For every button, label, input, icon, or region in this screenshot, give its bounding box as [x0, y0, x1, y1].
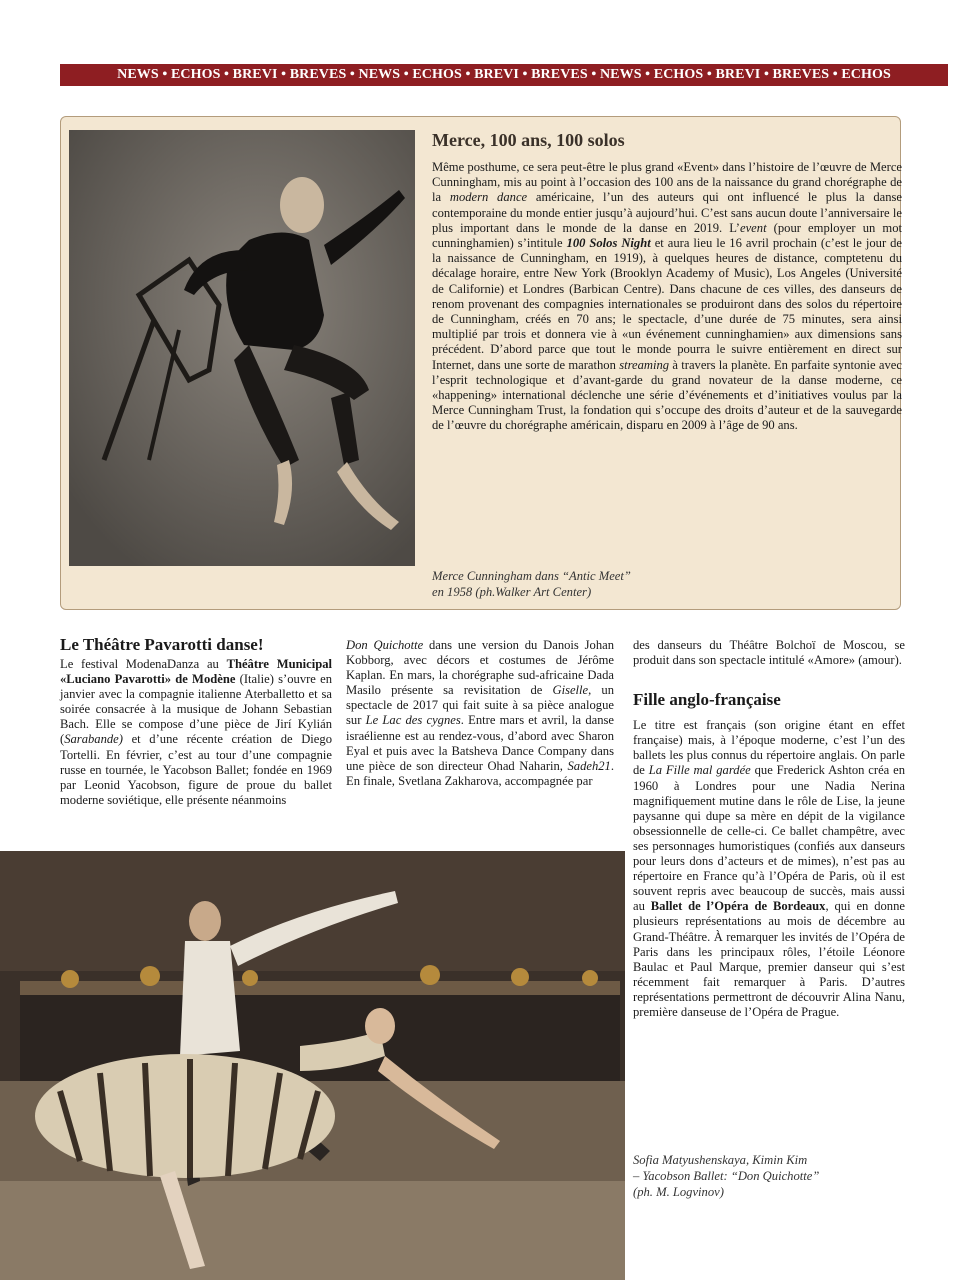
article-text: et d’une récente création de Diego Tortelli. En février, c’est au tour d’une compagnie russe en tournée, le Yacobson Ballet; fondée en 1969 par Leonid Yacobson, figure de proue du ballet moderne soviétique, elle présente néanmoins: [60, 732, 332, 807]
article-text: , un spectacle de 2017 qui fait suite à sa pièce analogue sur: [346, 683, 614, 728]
feature-emphasis: event: [740, 220, 767, 235]
article-text: dans une version du Danois Johan Kobborg, avec décors et costumes de Jérôme Kaplan. En mars, la chorégraphe sud-africaine Dada Masilo présente sa revisitation de: [346, 638, 615, 698]
article-strong: Ballet de l’Opéra de Bordeaux: [650, 899, 826, 914]
ballet-scene-icon: [0, 851, 625, 1280]
caption-line: – Yacobson Ballet: “Don Quichotte”: [633, 1169, 820, 1183]
feature-body: [432, 160, 902, 434]
article-text: . En finale, Svetlana Zakharova, accompagnée par: [346, 758, 614, 788]
feature-title: Merce, 100 ans, 100 solos: [432, 130, 625, 150]
fille-paragraph: [633, 718, 905, 1020]
article-emphasis: Sadeh21: [567, 758, 611, 773]
pavarotti-paragraph: [60, 657, 332, 808]
feature-paragraph: [432, 160, 902, 434]
feature-emphasis: modern dance: [449, 190, 528, 205]
article-emphasis: Sarabande): [64, 732, 123, 747]
event-name: 100 Solos Night: [566, 236, 651, 251]
column-1: [60, 635, 332, 808]
caption-line: Sofia Matyushenskaya, Kimin Kim: [633, 1153, 808, 1167]
article-text: . Entre mars et avril, la danse israélienne est au rendez-vous, d’abord avec Sharon Eyal et puis avec la Batsheva Dance Company dans une pièce de son directeur Ohad Naharin,: [346, 713, 615, 773]
feature-emphasis: streaming: [619, 357, 670, 372]
pavarotti-paragraph-end: des danseurs du Théâtre Bolchoï de Moscou, se produit dans son spectacle intitulé «Amore» (amour).: [633, 638, 905, 668]
feature-text: et aura lieu le 16 avril prochain (c’est le jour de la naissance de Cunningham, en 1919), à quelques heures de distance, comptetenu du décalage horaire, entre New York (Brooklyn Academy of Music), Los Angeles (Université de Californie) et Londres (Barbican Centre). Dans chacune de ces villes, des danseurs de renom provenant des compagnies internationales se produiront dans des solos du répertoire de Cunningham, créés en 70 ans; le spectacle, d’une durée de 75 minutes, sera ainsi multiplié par trois et donnera vie à «un événement cunninghamien» aux dimensions sans précédent. D’abord parce que tout le monde pourra le suivre entièrement en direct sur Internet, dans une sorte de marathon: [432, 236, 902, 372]
feature-text: à travers la planète. En parfaite syntonie avec l’esprit technologique et d’avant-garde du grand novateur de la danse moderne, ce «happening» international déclenche une série d’événements et d’initiatives voulus par la Merce Cunningham Trust, la fondation qui s’occupe des droits d’auteur et de la sauvegarde de l’œuvre du chorégraphe américain, disparu en 2009 à l’âge de 90 ans.: [432, 357, 902, 433]
article-text: , qui en donne plusieurs représentations au mois de décembre au Grand-Théâtre. À remarquer les invités de l’Opéra de Paris dans les principaux rôles, l’étoile Léonore Baulac et Paul Marque, premier danseur qui s’est récemment fait remarquer à Paris. D’autres représentations permettront de découvrir Alina Nanu, première danseuse de l’Opéra de Prague.: [633, 899, 905, 1019]
article-text: (Italie) s’ouvre en janvier avec la compagnie italienne Aterballetto et sa soirée consacrée à la musique de Johann Sebastian Bach. Elle se compose d’une pièce de Jirí Kylián (: [60, 672, 332, 747]
caption-line: (ph. M. Logvinov): [633, 1185, 724, 1199]
feature-text: américaine, l’un des auteurs qui ont influencé le plus la danse contemporaine du monde entier jusqu’à aujourd’hui. C’est sans aucun doute l’anniversaire le plus important dans le monde de la danse en 2019. L’: [432, 190, 902, 235]
feature-text: Même posthume, ce sera peut-être le plus grand «Event» dans l’histoire de l’œuvre de Merce Cunningham, mis au point à l’occasion des 100 ans de la naissance du grand chorégraphe de la: [432, 160, 902, 205]
article-emphasis: La Fille mal gardée: [648, 763, 751, 778]
caption-line: en 1958 (ph.Walker Art Center): [432, 585, 592, 599]
pavarotti-title: Le Théâtre Pavarotti danse!: [60, 635, 264, 654]
dancer-silhouette-icon: [69, 130, 415, 566]
photo-caption: [432, 568, 732, 600]
article-text: que Frederick Ashton créa en 1960 à Londres pour une Nadia Nerina magnifiquement mutine dans le rôle de Lise, la jeune paysanne qui dupe sa mère en dépit de la vigilance obsessionnelle de celle-ci. Ce ballet champêtre, avec ses personnages humoristiques (confiés aux danseurs pour leurs dons d’acteurs et de mimes), n’est pas au répertoire en France qu’à l’Opéra de Paris, où il est souvent repris avec beaucoup de succès, mais aussi au: [633, 763, 905, 914]
article-emphasis: Giselle: [552, 683, 589, 698]
article-text: Le festival ModenaDanza au: [60, 657, 227, 671]
pavarotti-paragraph-cont: [346, 638, 614, 789]
caption-line: Merce Cunningham dans “Antic Meet”: [432, 569, 631, 583]
article-emphasis: Le Lac des cygnes: [365, 713, 461, 728]
column-3: [633, 638, 905, 1020]
section-banner: NEWS • ECHOS • BREVI • BREVES • NEWS • ECHOS • BREVI • BREVES • NEWS • ECHOS • BREVI • BREVES • ECHOS: [60, 64, 948, 86]
article-text: Le titre est français (son origine étant en effet française) mais, à l’époque moderne, c’est l’un des ballets les plus connus du répertoire anglais. On parle de: [633, 718, 905, 778]
cunningham-photo: [69, 130, 415, 566]
article-emphasis: Don Quichotte: [346, 638, 424, 652]
column-2: [346, 638, 614, 789]
ballet-photo: [0, 851, 625, 1280]
article-strong: Théâtre Municipal «Luciano Pavarotti» de Modène: [60, 657, 333, 687]
fille-title: Fille anglo-française: [633, 690, 781, 710]
feature-text: (pour employer un mot cunninghamien) s’intitule: [432, 220, 902, 251]
photo-caption-2: [633, 1152, 893, 1200]
